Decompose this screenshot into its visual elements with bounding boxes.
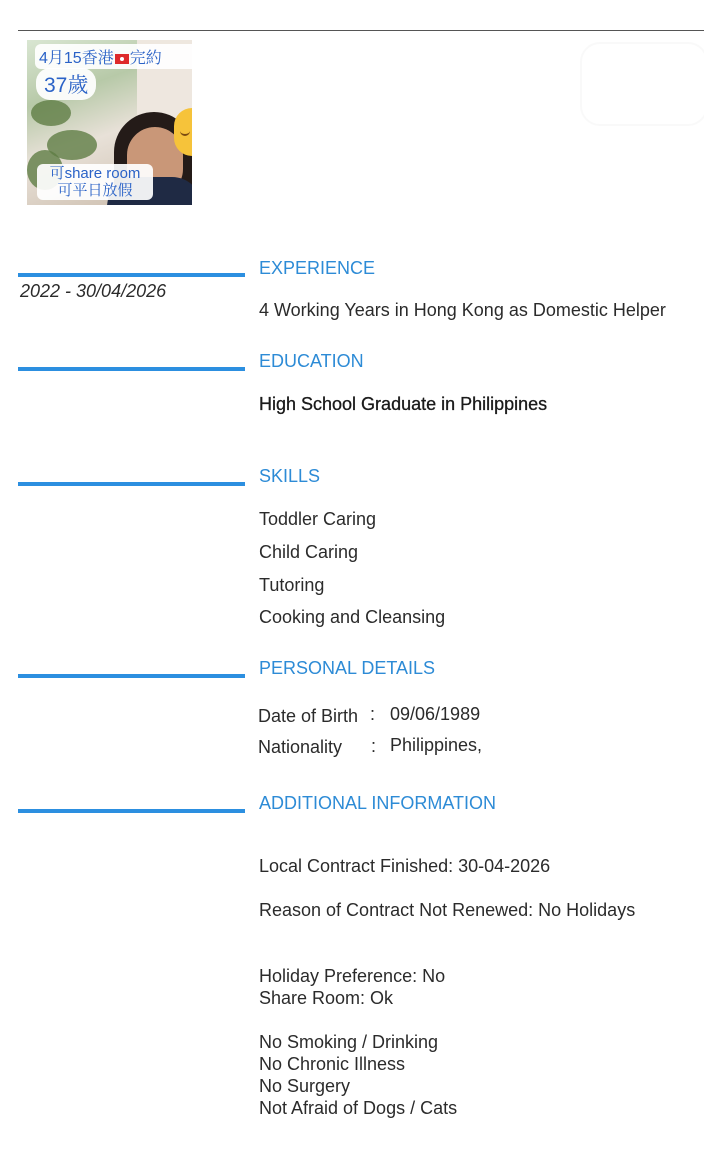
additional-information-heading: ADDITIONAL INFORMATION xyxy=(259,793,497,813)
experience-period: 2022 - 30/04/2026 xyxy=(20,281,167,301)
education-description: High School Graduate in Philippines xyxy=(259,394,548,414)
holiday-preference-text: Holiday Preference: No xyxy=(259,966,446,986)
hong-kong-flag-icon xyxy=(115,54,129,64)
personal-details-heading: PERSONAL DETAILS xyxy=(259,658,436,678)
age-badge: 37歲 xyxy=(36,68,96,100)
preferences-block xyxy=(259,965,445,1009)
experience-heading: EXPERIENCE xyxy=(259,258,376,278)
smiley-emoji-icon xyxy=(174,108,192,156)
section-bar-education xyxy=(18,367,245,371)
photo-title-suffix: 完約 xyxy=(129,50,162,67)
experience-description: 4 Working Years in Hong Kong as Domestic Helper xyxy=(259,300,666,320)
photo-note-line: 可平日放假 xyxy=(57,182,133,199)
skill-item: Tutoring xyxy=(259,575,325,595)
photo-title-text: 4月15香港 xyxy=(39,50,114,67)
reason-not-renewed-text: Reason of Contract Not Renewed: No Holidays xyxy=(259,900,636,920)
photo-foliage xyxy=(31,100,71,126)
photo-title-badge xyxy=(35,44,192,69)
dob-separator: : xyxy=(370,704,376,724)
no-surgery-text: No Surgery xyxy=(259,1076,351,1096)
nationality-label: Nationality xyxy=(258,737,343,757)
education-heading: EDUCATION xyxy=(259,351,364,371)
pets-text: Not Afraid of Dogs / Cats xyxy=(259,1098,458,1118)
top-divider xyxy=(18,30,704,31)
section-bar-skills xyxy=(18,482,245,486)
nationality-separator: : xyxy=(371,736,377,756)
no-chronic-illness-text: No Chronic Illness xyxy=(259,1054,406,1074)
section-bar-experience xyxy=(18,273,245,277)
skill-item: Cooking and Cleansing xyxy=(259,607,446,627)
photo-note-badge xyxy=(37,164,153,200)
profile-photo xyxy=(27,40,192,205)
skill-item: Toddler Caring xyxy=(259,509,377,529)
health-block xyxy=(259,1031,457,1119)
section-bar-personal-details xyxy=(18,674,245,678)
no-smoking-text: No Smoking / Drinking xyxy=(259,1032,439,1052)
dob-label: Date of Birth xyxy=(258,706,359,726)
section-bar-additional-information xyxy=(18,809,245,813)
dob-value: 09/06/1989 xyxy=(390,704,481,724)
nationality-value: Philippines, xyxy=(390,735,483,755)
watermark-logo xyxy=(580,42,704,126)
contract-finished-text: Local Contract Finished: 30-04-2026 xyxy=(259,856,551,876)
share-room-text: Share Room: Ok xyxy=(259,988,394,1008)
skills-heading: SKILLS xyxy=(259,466,321,486)
photo-note-line: 可share room xyxy=(49,165,141,182)
skill-item: Child Caring xyxy=(259,542,359,562)
